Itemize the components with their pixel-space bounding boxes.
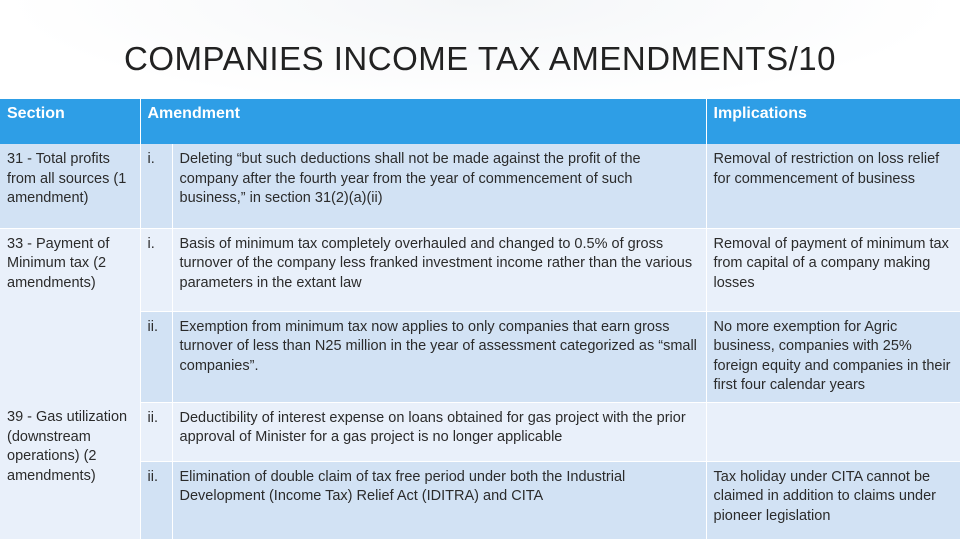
section-cell: 33 - Payment of Minimum tax (2 amendments): [0, 228, 140, 402]
table-row: [0, 311, 960, 402]
amendment-cell: Exemption from minimum tax now applies to only companies that earn gross turnover of less than N25 million in the year of assessment categorized as “small companies”.: [172, 311, 706, 402]
implications-cell: [706, 402, 960, 461]
section-cell: 31 - Total profits from all sources (1 amendment): [0, 144, 140, 228]
amendment-cell: Deleting “but such deductions shall not be made against the profit of the company after the fourth year from the year of commencement of such business,” in section 31(2)(a)(ii): [172, 144, 706, 228]
item-number: ii.: [140, 461, 172, 539]
table-row: [0, 461, 960, 539]
item-number: i.: [140, 228, 172, 311]
table-row: [0, 144, 960, 228]
item-number: ii.: [140, 402, 172, 461]
section-cell: 39 - Gas utilization (downstream operations) (2 amendments): [0, 402, 140, 539]
implications-cell: Tax holiday under CITA cannot be claimed in addition to claims under pioneer legislation: [706, 461, 960, 539]
table-row: [0, 228, 960, 311]
slide-title: COMPANIES INCOME TAX AMENDMENTS/10: [124, 40, 836, 77]
table-header-row: [0, 99, 960, 144]
header-section: Section: [0, 99, 140, 144]
amendments-table: [0, 99, 960, 540]
amendment-cell: Basis of minimum tax completely overhauled and changed to 0.5% of gross turnover of the company less franked investment income rather than the various parameters in the extant law: [172, 228, 706, 311]
header-implications: Implications: [706, 99, 960, 144]
implications-cell: Removal of restriction on loss relief for commencement of business: [706, 144, 960, 228]
item-number: ii.: [140, 311, 172, 402]
item-number: i.: [140, 144, 172, 228]
amendment-cell: Elimination of double claim of tax free period under both the Industrial Development (Income Tax) Relief Act (IDITRA) and CITA: [172, 461, 706, 539]
implications-cell: Removal of payment of minimum tax from capital of a company making losses: [706, 228, 960, 311]
header-amendment: Amendment: [140, 99, 706, 144]
implications-cell: No more exemption for Agric business, companies with 25% foreign equity and companies in their first four calendar years: [706, 311, 960, 402]
amendment-cell: Deductibility of interest expense on loans obtained for gas project with the prior approval of Minister for a gas project is no longer applicable: [172, 402, 706, 461]
table-row: [0, 402, 960, 461]
